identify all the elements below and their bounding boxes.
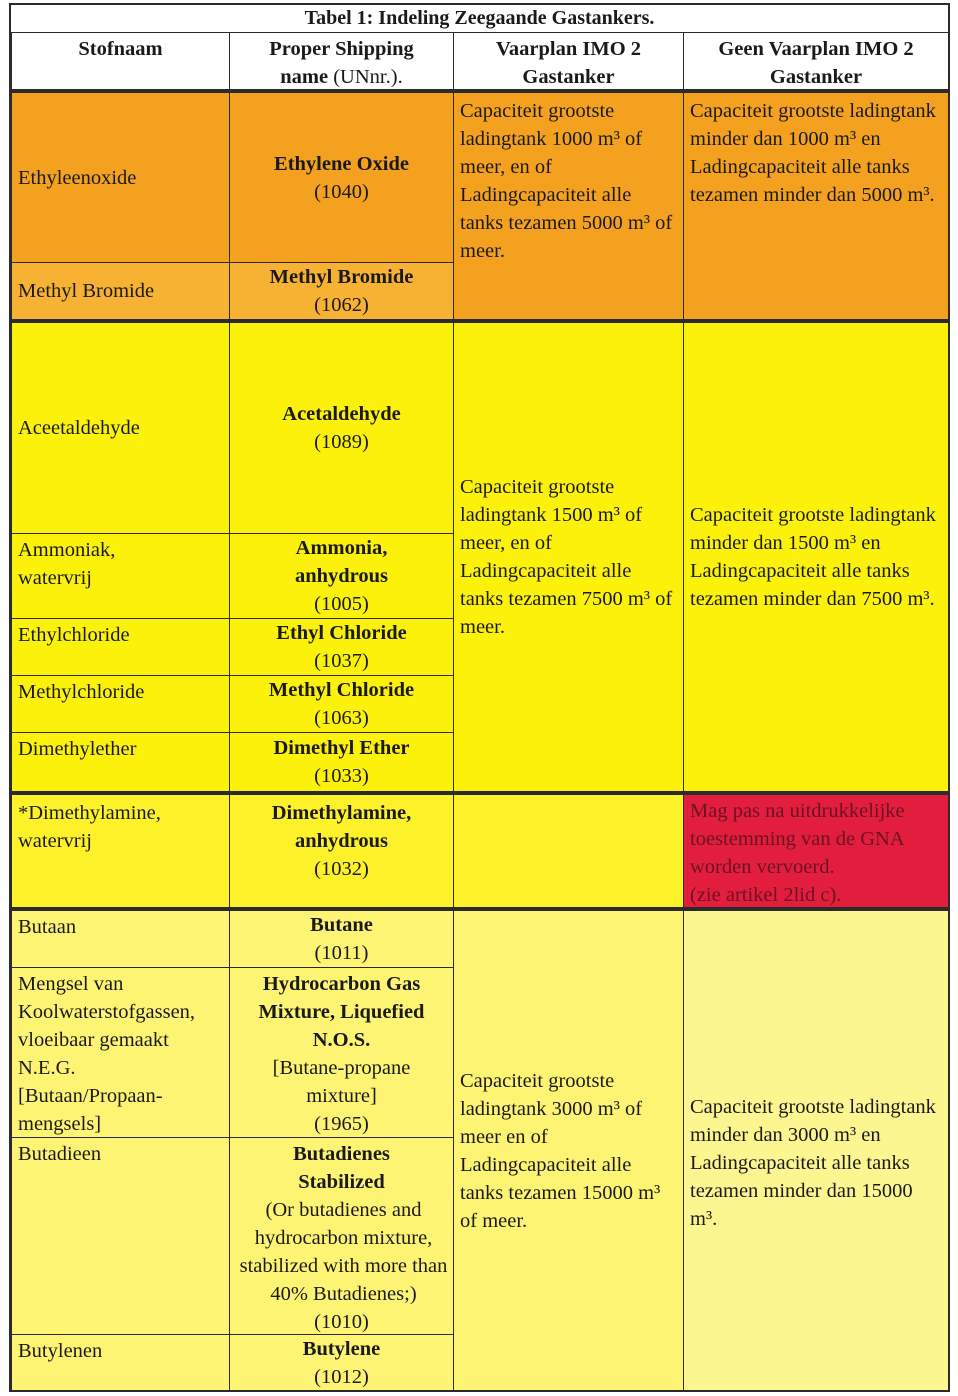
table-row <box>11 262 230 320</box>
vaarplan-text: Capaciteit grootste ladingtank 1500 m³ of meer, en of Ladingcapaciteit alle tanks tezamen 7500 m³ of meer. <box>460 476 673 638</box>
un-number: (1965) <box>314 1113 369 1135</box>
geen-vaarplan-cell <box>683 322 949 792</box>
header-geen-vaarplan <box>683 32 949 90</box>
un-number: (1005) <box>314 593 369 615</box>
psn-cell <box>229 618 454 676</box>
geen-vaarplan-cell <box>683 910 949 1391</box>
vaarplan-cell <box>453 794 684 908</box>
header-geen-vaarplan-line1: Geen Vaarplan IMO 2 <box>718 38 914 60</box>
psn-cell <box>229 675 454 733</box>
psn-name: Butylene <box>302 1337 381 1360</box>
table-row <box>11 675 230 733</box>
psn-name: Butane <box>310 914 373 936</box>
un-number: (1037) <box>314 650 369 672</box>
table-row <box>11 967 230 1138</box>
un-number: (1062) <box>314 294 369 316</box>
table-row <box>11 732 230 792</box>
stofnaam-cell: Butaan <box>18 916 77 938</box>
header-vaarplan-line2: Gastanker <box>522 66 615 88</box>
un-number: (1010) <box>314 1311 369 1333</box>
un-number: (1089) <box>314 431 369 453</box>
table-row <box>11 92 230 263</box>
un-number: (1063) <box>314 707 369 729</box>
table-row <box>11 794 230 908</box>
stofnaam-cell: Ethyleenoxide <box>18 166 137 189</box>
psn-cell <box>229 533 454 619</box>
psn-extra: (Or butadienes and hydrocarbon mixture, stabilized with more than 40% Butadienes;) <box>239 1199 448 1305</box>
un-number: (1012) <box>314 1365 369 1388</box>
table-row <box>11 910 230 968</box>
psn-cell <box>229 794 454 908</box>
psn-name: Ammonia, anhydrous <box>294 537 389 587</box>
vaarplan-text: Capaciteit grootste ladingtank 1000 m³ of meer, en of Ladingcapaciteit alle tanks tezamen 5000 m³ of meer. <box>460 100 673 262</box>
stofnaam-cell: Methyl Bromide <box>18 280 155 302</box>
psn-name: Methyl Bromide <box>269 266 414 288</box>
psn-cell <box>229 910 454 968</box>
table-row <box>11 533 230 619</box>
un-number: (1040) <box>314 180 369 203</box>
table-row <box>11 618 230 676</box>
stofnaam-cell: Butadieen <box>18 1143 102 1165</box>
stofnaam-cell: Ammoniak, watervrij <box>18 539 116 589</box>
geen-vaarplan-text: Mag pas na uitdrukkelijke toestemming van de GNA worden vervoerd. <box>690 800 905 878</box>
psn-cell <box>229 1137 454 1335</box>
geen-vaarplan-text: Capaciteit grootste ladingtank minder dan 3000 m³ en Ladingcapaciteit alle tanks tezamen minder dan 15000 m³. <box>690 1095 936 1230</box>
psn-cell <box>229 262 454 320</box>
un-number: (1033) <box>314 765 369 787</box>
vaarplan-text: Capaciteit grootste ladingtank 3000 m³ of meer en of Ladingcapaciteit alle tanks tezamen 15000 m³ of meer. <box>460 1069 661 1232</box>
geen-vaarplan-note: (zie artikel 2lid c). <box>690 884 842 906</box>
psn-cell <box>229 92 454 263</box>
un-number: (1011) <box>314 942 369 964</box>
geen-vaarplan-text: Capaciteit grootste ladingtank minder dan 1500 m³ en Ladingcapaciteit alle tanks tezamen minder dan 7500 m³. <box>690 504 936 610</box>
vaarplan-cell <box>453 322 684 792</box>
psn-cell <box>229 967 454 1138</box>
header-vaarplan-line1: Vaarplan IMO 2 <box>495 38 642 60</box>
header-stofnaam-label: Stofnaam <box>78 38 163 60</box>
stofnaam-cell: Butylenen <box>18 1340 103 1362</box>
stofnaam-cell: Ethylchloride <box>18 624 130 646</box>
stofnaam-cell: Mengsel van Koolwaterstofgassen, vloeibaar gemaakt N.E.G. [Butaan/Propaan-mengsels] <box>18 973 196 1135</box>
header-psn-line1: Proper Shipping <box>269 38 414 60</box>
psn-name: Acetaldehyde <box>282 403 401 425</box>
psn-name: Dimethyl Ether <box>273 737 410 759</box>
vaarplan-cell <box>453 910 684 1391</box>
header-psn-line2-rest: (UNnr.). <box>328 66 403 88</box>
geen-vaarplan-cell-restricted <box>683 794 949 908</box>
header-geen-vaarplan-line2: Gastanker <box>769 66 863 88</box>
geen-vaarplan-text: Capaciteit grootste ladingtank minder dan 1000 m³ en Ladingcapaciteit alle tanks tezamen minder dan 5000 m³. <box>690 100 936 206</box>
header-stofnaam <box>11 32 230 90</box>
header-proper-shipping-name <box>229 32 454 90</box>
psn-name: Methyl Chloride <box>268 679 415 701</box>
psn-cell <box>229 322 454 534</box>
psn-name: Dimethylamine, anhydrous <box>271 802 412 852</box>
psn-name: Hydrocarbon Gas Mixture, Liquefied N.O.S. <box>258 973 425 1051</box>
psn-name: Ethylene Oxide <box>274 152 409 175</box>
psn-cell <box>229 732 454 792</box>
psn-name: Butadienes Stabilized <box>293 1143 390 1193</box>
un-number: (1032) <box>314 858 369 880</box>
table-row <box>11 322 230 534</box>
stofnaam-cell: Methylchloride <box>18 681 145 703</box>
table-row <box>11 1137 230 1335</box>
stofnaam-cell: Aceetaldehyde <box>18 417 140 439</box>
geen-vaarplan-cell <box>683 92 949 320</box>
psn-extra: [Butane-propane mixture] <box>272 1057 411 1107</box>
psn-cell <box>229 1334 454 1391</box>
stofnaam-cell: Dimethylether <box>18 738 137 760</box>
header-vaarplan <box>453 32 684 90</box>
table-title: Tabel 1: Indeling Zeegaande Gastankers. <box>11 4 948 32</box>
vaarplan-cell <box>453 92 684 320</box>
stofnaam-cell: *Dimethylamine, watervrij <box>18 802 161 852</box>
psn-name: Ethyl Chloride <box>276 622 407 644</box>
header-psn-line2-bold: name <box>280 66 329 88</box>
table-row <box>11 1334 230 1391</box>
